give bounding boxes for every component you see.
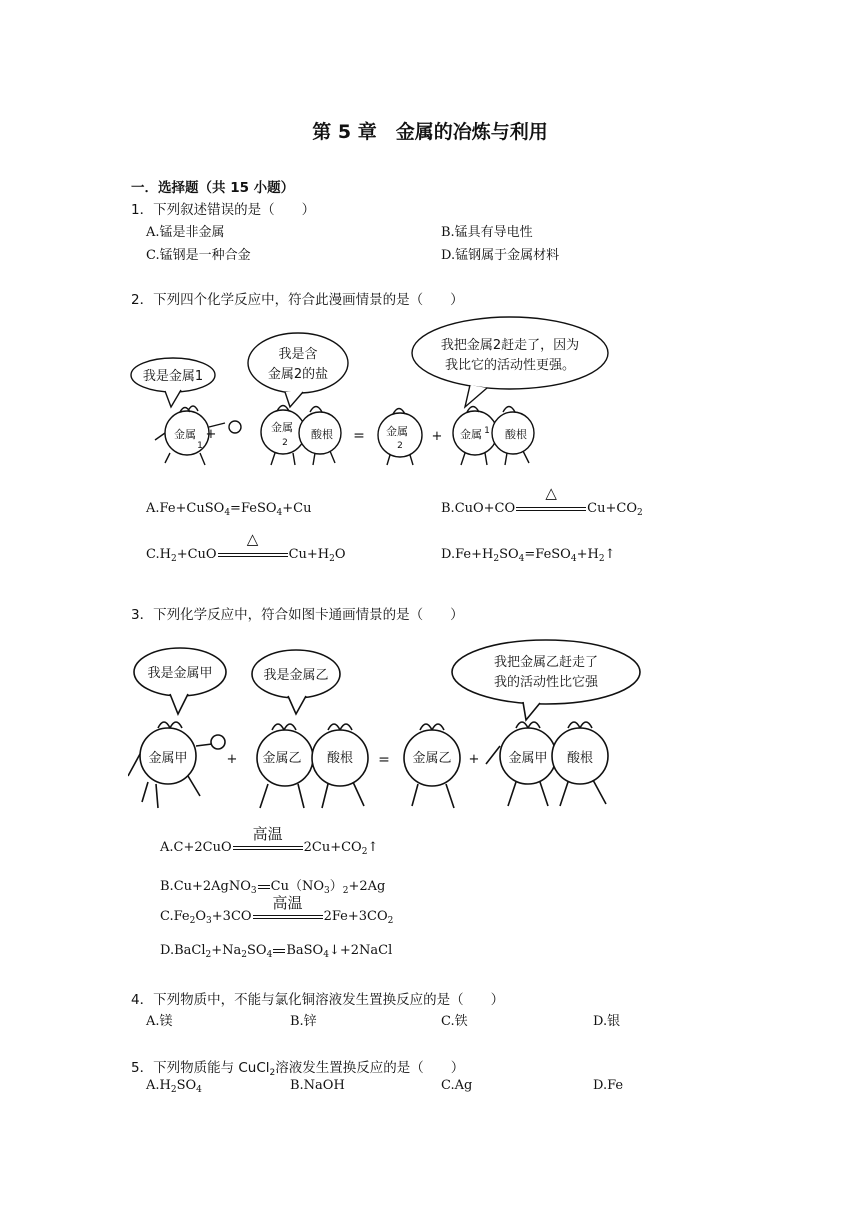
page-title: 第 5 章 金属的冶炼与利用 — [312, 121, 548, 143]
q1-option-a: A.锰是非金属 — [146, 225, 225, 240]
q2-ball-label: 酸根 — [505, 428, 527, 441]
q3-ball-label: 金属甲 — [508, 751, 548, 766]
q2-stem: 2．下列四个化学反应中，符合此漫画情景的是（ ） — [131, 292, 464, 308]
q3-cartoon — [128, 636, 643, 822]
q3-plus-sign: + — [468, 752, 480, 767]
q4-option-d: D.银 — [593, 1014, 621, 1029]
q2-bubble-2-line2: 金属2的盐 — [267, 367, 329, 382]
q5-option-a: $A.H_2SO_4$ — [146, 1078, 202, 1095]
reaction-condition-arrow — [233, 824, 303, 855]
q2-ball-label: 金属 — [460, 428, 482, 441]
q5-stem: 5．下列物质能与 CuCl$_2$溶液发生置换反应的是（ ） — [131, 1060, 465, 1078]
q3-ball-label: 金属乙 — [412, 751, 452, 766]
q1-option-c: C.锰钢是一种合金 — [146, 248, 251, 263]
q3-ball-label: 酸根 — [326, 751, 354, 766]
q2-plus-sign: + — [431, 429, 443, 444]
heat-symbol: △ — [545, 483, 557, 502]
q3-option-d: $D.BaCl_2+Na_2SO_4$ BaSO$_4$↓+2NaCl — [160, 943, 393, 960]
q2-ball-label: 金属 — [271, 421, 293, 434]
q2-ball-label: 酸根 — [311, 428, 333, 441]
q4-option-b: B.锌 — [290, 1014, 317, 1029]
q2-bubble-3-line1: 我把金属2赶走了，因为 — [440, 338, 580, 353]
q3-option-b: B.Cu+2AgNO$_3$ $Cu(NO_3)_2+2Ag$ — [160, 879, 386, 896]
reaction-condition-arrow — [253, 893, 323, 924]
q5-option-b: B.NaOH — [290, 1078, 345, 1093]
q2-ball-label: 金属 — [386, 425, 408, 438]
q2-ball-label: 金属 — [174, 428, 196, 441]
q3-ball-label: 金属甲 — [148, 751, 188, 766]
q3-bubble-3-line1: 我把金属乙赶走了 — [493, 655, 599, 670]
high-temp-label: 高温 — [272, 893, 303, 912]
equals-bar — [258, 885, 270, 889]
q3-stem: 3．下列化学反应中，符合如图卡通画情景的是（ ） — [131, 607, 464, 623]
q3-bubble-1 — [134, 648, 226, 714]
q3-char-metal-yi — [404, 724, 460, 808]
q2-plus-sign: + — [205, 427, 217, 442]
q2-cartoon — [125, 315, 615, 480]
q2-bubble-1-text: 我是金属1 — [142, 369, 204, 384]
q3-ball-label: 酸根 — [566, 751, 594, 766]
q4-option-c: C.铁 — [441, 1014, 468, 1029]
heat-symbol: △ — [246, 529, 259, 548]
q2-ball-label: 2 — [282, 438, 288, 448]
q1-option-b: B.锰具有导电性 — [441, 225, 533, 240]
q5-option-c: C.Ag — [441, 1078, 473, 1093]
q4-option-a: A.镁 — [146, 1014, 173, 1029]
q2-option-c: $C.H_2+CuO$ △ $Cu+H_2O$ — [146, 529, 346, 564]
q3-ball-label: 金属乙 — [262, 751, 302, 766]
equals-bar — [273, 949, 285, 953]
high-temp-label: 高温 — [252, 824, 283, 843]
q2-ball-label: 1 — [197, 441, 203, 451]
q3-plus-sign: + — [226, 752, 238, 767]
q3-bubble-3-line2: 我的活动性比它强 — [493, 675, 599, 690]
q3-option-a: A.C+2CuO 高温 $2Cu+CO_2↑$ — [160, 824, 379, 857]
q3-bubble-2-text: 我是金属乙 — [263, 668, 329, 683]
reaction-condition-arrow — [516, 483, 586, 516]
reaction-condition-arrow — [218, 529, 288, 562]
q2-ball-label: 2 — [397, 441, 403, 451]
q3-equals-sign: = — [378, 752, 390, 768]
q2-equals-sign: = — [353, 428, 365, 444]
q1-option-d: D.锰钢属于金属材料 — [441, 248, 560, 263]
section-heading: 一．选择题（共 15 小题） — [131, 180, 295, 196]
q2-option-a: A.Fe+CuSO$_4$=FeSO$_4$+Cu — [146, 501, 312, 518]
q3-char-salt — [257, 724, 368, 808]
q2-option-d: $D.Fe+H_2SO_4=FeSO_4+H_2↑$ — [441, 547, 616, 564]
q2-bubble-2-line1: 我是含 — [278, 347, 318, 362]
q5-option-d: D.Fe — [593, 1078, 624, 1093]
q3-bubble-1-text: 我是金属甲 — [147, 666, 213, 681]
q2-option-b: B.CuO+CO △ $Cu+CO_2$ — [441, 483, 643, 518]
q2-ball-label: 1 — [484, 426, 490, 436]
q3-option-c: $C.Fe_2O_3+3CO$ 高温 $2Fe+3CO_2$ — [160, 893, 394, 926]
q2-char-metal1 — [155, 406, 241, 465]
q4-stem: 4．下列物质中，不能与氯化铜溶液发生置换反应的是（ ） — [131, 992, 505, 1008]
q2-bubble-3-line2: 我比它的活动性更强。 — [444, 358, 576, 373]
q1-stem: 1．下列叙述错误的是（ ） — [131, 202, 316, 218]
